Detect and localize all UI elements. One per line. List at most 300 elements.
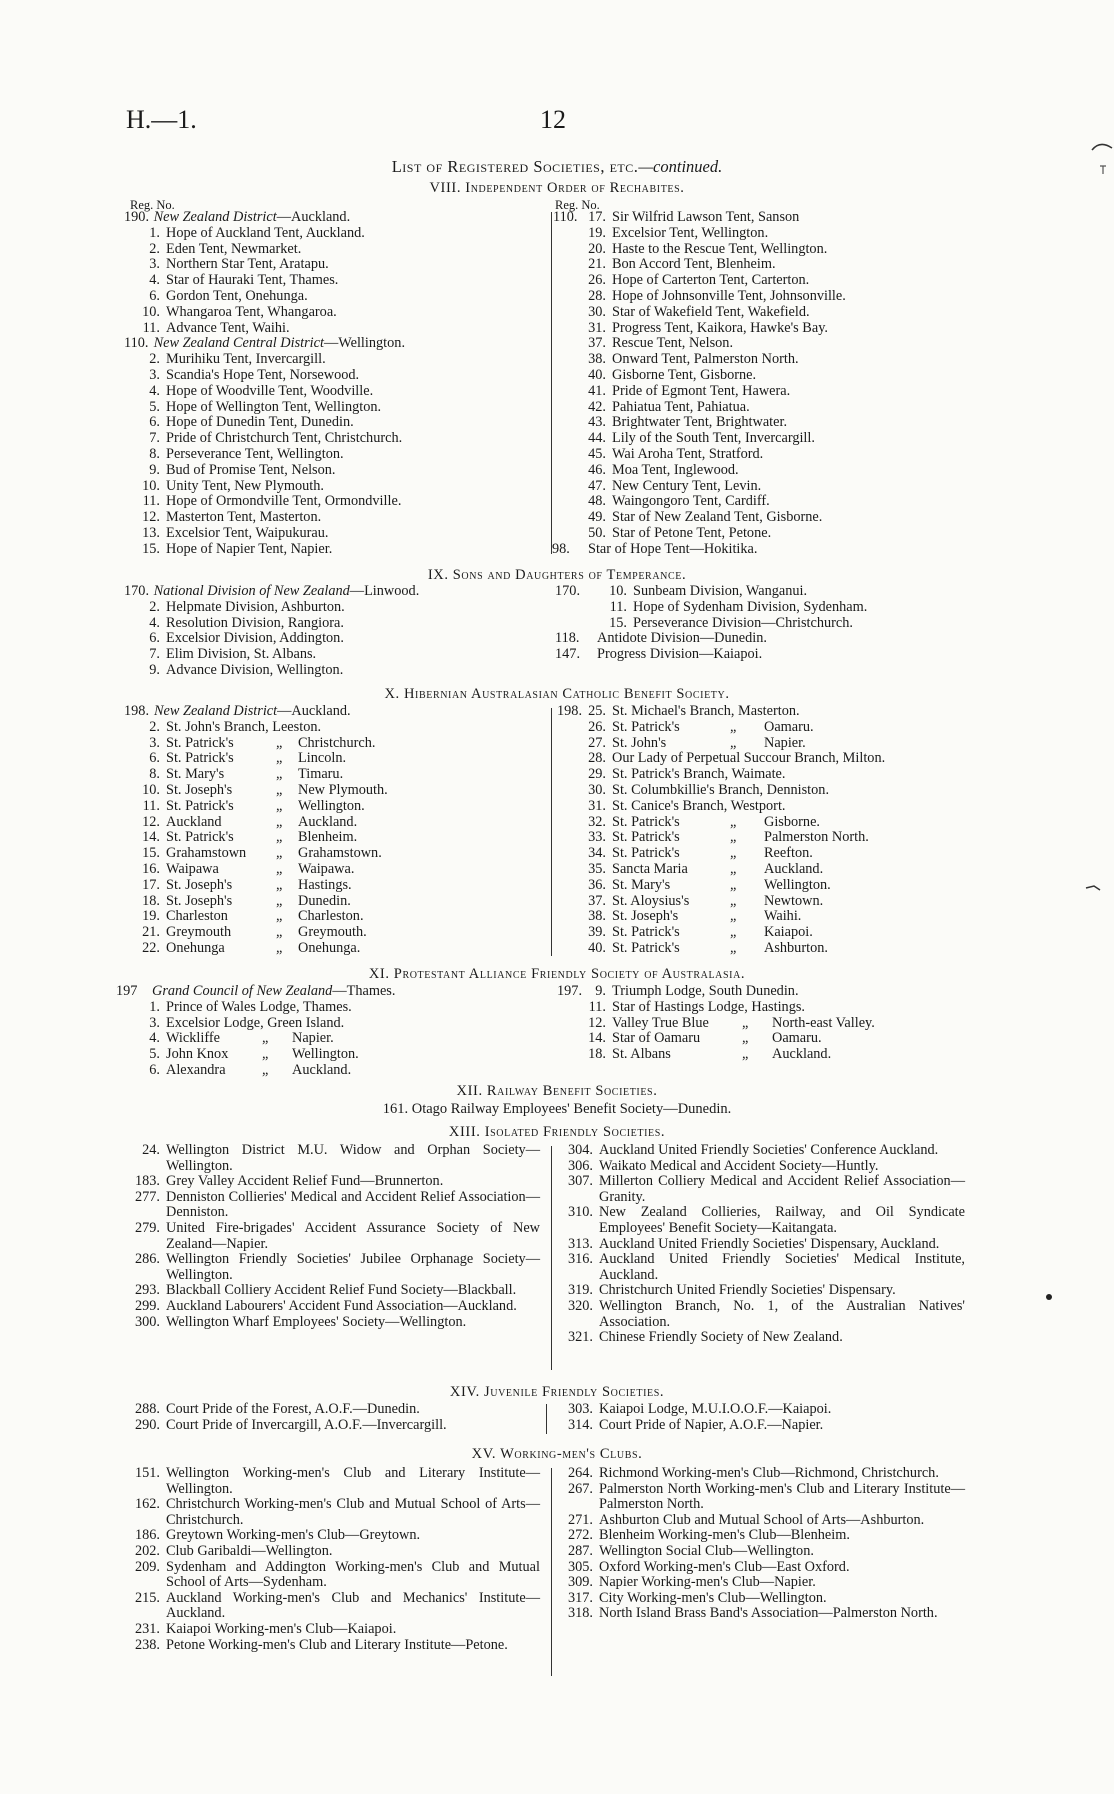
entry-text: Napier Working-men's Club—Napier. bbox=[599, 1574, 816, 1591]
entry-text: Auckland United Friendly Societies' Dispensary, Auckland. bbox=[599, 1235, 940, 1252]
ditto-mark: „ bbox=[276, 781, 283, 798]
list-item bbox=[570, 846, 885, 862]
list-item bbox=[124, 631, 419, 647]
entry-number: 305. bbox=[567, 1558, 593, 1575]
entry-number: 46. bbox=[588, 461, 606, 478]
entry-name: Grahamstown bbox=[166, 845, 247, 862]
list-item bbox=[124, 321, 405, 337]
list-item bbox=[124, 431, 405, 447]
list-item bbox=[570, 783, 885, 799]
entry-name: Greymouth bbox=[166, 924, 232, 941]
entry-name: St. Patrick's bbox=[166, 797, 234, 814]
list-item bbox=[124, 616, 419, 632]
list-item bbox=[552, 542, 846, 558]
entry-name: Prince of Wales Lodge, Thames. bbox=[166, 998, 352, 1015]
list-item bbox=[124, 542, 405, 558]
district-name: Grand Council of New Zealand bbox=[152, 983, 333, 999]
list-item bbox=[570, 941, 885, 957]
list-item bbox=[557, 1330, 965, 1346]
entry-name: Resolution Division, Rangiora. bbox=[166, 614, 344, 631]
entry-name: Brightwater Tent, Brightwater. bbox=[612, 414, 788, 431]
entry-number: 304. bbox=[567, 1142, 593, 1158]
list-item bbox=[570, 984, 875, 1000]
list-item bbox=[124, 1000, 395, 1016]
entry-place: Dunedin. bbox=[298, 892, 351, 909]
entry-number: 30. bbox=[588, 303, 606, 320]
entry-number: 26. bbox=[588, 272, 606, 289]
entry-number: 202. bbox=[134, 1542, 160, 1559]
entry-number: 313. bbox=[567, 1235, 593, 1252]
entry-name: Masterton Tent, Masterton. bbox=[166, 509, 322, 526]
entry-number: 1. bbox=[149, 224, 160, 241]
list-item bbox=[124, 1252, 540, 1283]
list-item bbox=[557, 1560, 965, 1576]
list-item bbox=[557, 1299, 965, 1330]
entry-text: Christchurch United Friendly Societies' Dispensary. bbox=[599, 1282, 896, 1299]
entry-name: Perseverance Tent, Wellington. bbox=[166, 445, 344, 462]
entry-number: 183. bbox=[134, 1173, 160, 1190]
section-xiii-right-list bbox=[557, 1143, 965, 1346]
entry-name: Valley True Blue bbox=[612, 1014, 709, 1031]
entry-text: Greytown Working-men's Club—Greytown. bbox=[166, 1527, 421, 1544]
entry-place: Grahamstown. bbox=[298, 845, 382, 862]
list-item bbox=[570, 257, 846, 273]
section-x-right-list bbox=[570, 704, 885, 957]
entry-name: St. Joseph's bbox=[612, 908, 679, 925]
entry-number: 31. bbox=[588, 319, 606, 336]
entry-number: 4. bbox=[149, 614, 160, 631]
entry-number: 10. bbox=[142, 303, 160, 320]
list-item bbox=[124, 1174, 540, 1190]
list-item bbox=[124, 352, 405, 368]
entry-text: City Working-men's Club—Wellington. bbox=[599, 1589, 827, 1606]
list-item bbox=[570, 736, 885, 752]
district-place: —Auckland. bbox=[277, 703, 351, 719]
list-item bbox=[570, 321, 846, 337]
list-item bbox=[124, 305, 405, 321]
entry-number: 231. bbox=[134, 1620, 160, 1637]
entry-place: Wellington. bbox=[764, 876, 831, 893]
list-item bbox=[124, 799, 388, 815]
entry-number: 271. bbox=[567, 1511, 593, 1528]
entry-name: Star of Hope Tent—Hokitika. bbox=[588, 540, 758, 557]
entry-name: Our Lady of Perpetual Succour Branch, Milton. bbox=[612, 750, 886, 767]
list-item bbox=[124, 210, 405, 226]
entry-place: Kaiapoi. bbox=[764, 924, 813, 941]
entry-number: 299. bbox=[134, 1297, 160, 1314]
entry-name: Pride of Egmont Tent, Hawera. bbox=[612, 382, 791, 399]
entry-text: Sydenham and Addington Working-men's Club and Mutual School of Arts—Sydenham. bbox=[166, 1558, 540, 1591]
entry-text: Blackball Colliery Accident Relief Fund Society—Blackball. bbox=[166, 1282, 517, 1299]
ditto-mark: „ bbox=[742, 1030, 749, 1047]
entry-number: 11. bbox=[142, 493, 160, 510]
entry-name: Advance Division, Wellington. bbox=[166, 661, 344, 678]
column-divider bbox=[551, 212, 552, 554]
entry-number: 2. bbox=[149, 240, 160, 257]
entry-number: 303. bbox=[567, 1401, 593, 1417]
list-item bbox=[124, 494, 405, 510]
list-item bbox=[555, 647, 867, 663]
entry-name: Auckland bbox=[166, 813, 222, 830]
list-item bbox=[124, 1221, 540, 1252]
page-title bbox=[0, 157, 1114, 177]
list-item bbox=[557, 1575, 965, 1591]
ditto-mark: „ bbox=[276, 797, 283, 814]
list-item bbox=[124, 447, 405, 463]
entry-number: 11. bbox=[609, 598, 627, 615]
list-item bbox=[124, 767, 388, 783]
reg-number: 170. bbox=[124, 583, 150, 599]
list-item bbox=[557, 1143, 965, 1159]
list-item bbox=[124, 783, 388, 799]
entry-text: Chinese Friendly Society of New Zealand. bbox=[599, 1329, 843, 1346]
entry-number: 36. bbox=[588, 876, 606, 893]
entry-number: 38. bbox=[588, 351, 606, 368]
entry-number: 12. bbox=[588, 1014, 606, 1031]
ditto-mark: „ bbox=[730, 734, 737, 751]
entry-place: Hastings. bbox=[298, 876, 352, 893]
entry-number: 290. bbox=[134, 1416, 160, 1433]
section-xii-entry: 161. Otago Railway Employees' Benefit Society—Dunedin. bbox=[382, 1101, 732, 1117]
list-item bbox=[124, 846, 388, 862]
entry-number: 18. bbox=[588, 1046, 606, 1063]
entry-number: 19. bbox=[588, 224, 606, 241]
list-item bbox=[570, 909, 885, 925]
ditto-mark: „ bbox=[730, 845, 737, 862]
section-xi-left-list bbox=[116, 983, 396, 1079]
entry-number: 6. bbox=[149, 414, 160, 431]
entry-number: 15. bbox=[142, 540, 160, 557]
list-item bbox=[570, 305, 846, 321]
ditto-mark: „ bbox=[730, 908, 737, 925]
entry-number: 37. bbox=[588, 335, 606, 352]
list-item bbox=[124, 1560, 540, 1591]
entry-text: Grey Valley Accident Relief Fund—Brunnerton. bbox=[166, 1173, 444, 1190]
list-item bbox=[557, 1513, 965, 1529]
entry-name: Hope of Napier Tent, Napier. bbox=[166, 540, 333, 557]
entry-number: 11. bbox=[142, 319, 160, 336]
entry-name: Excelsior Tent, Waipukurau. bbox=[166, 524, 329, 541]
district-name: National Division of New Zealand bbox=[153, 583, 350, 599]
list-item bbox=[124, 925, 388, 941]
entry-name: Sir Wilfrid Lawson Tent, Sanson bbox=[612, 209, 800, 225]
list-item bbox=[557, 1466, 965, 1482]
list-item bbox=[124, 526, 405, 542]
entry-number: 41. bbox=[588, 382, 606, 399]
section-xiii-heading: XIII. Isolated Friendly Societies. bbox=[448, 1124, 666, 1140]
list-item bbox=[124, 510, 405, 526]
title-continued: —continued. bbox=[638, 157, 723, 176]
entry-name: Triumph Lodge, South Dunedin. bbox=[612, 983, 799, 999]
list-item bbox=[124, 862, 388, 878]
section-x-right-reg: 198. bbox=[557, 703, 583, 719]
entry-number: 40. bbox=[588, 939, 606, 956]
list-item bbox=[555, 584, 867, 600]
entry-number: 11. bbox=[142, 797, 160, 814]
list-item bbox=[124, 1143, 540, 1174]
entry-number: 47. bbox=[588, 477, 606, 494]
list-item bbox=[570, 704, 885, 720]
entry-number: 34. bbox=[588, 845, 606, 862]
reg-number: 197 bbox=[116, 983, 138, 999]
entry-text: Wellington Branch, No. 1, of the Australian Natives' Association. bbox=[599, 1297, 965, 1330]
list-item bbox=[557, 1283, 965, 1299]
list-item bbox=[557, 1159, 965, 1175]
list-item bbox=[570, 862, 885, 878]
entry-name: St. Canice's Branch, Westport. bbox=[612, 797, 786, 814]
entry-number: 5. bbox=[149, 398, 160, 415]
district-name: New Zealand Central District bbox=[153, 335, 324, 352]
entry-text: Wellington Social Club—Wellington. bbox=[599, 1542, 814, 1559]
entry-number: 24. bbox=[142, 1142, 160, 1158]
entry-text: Oxford Working-men's Club—East Oxford. bbox=[599, 1558, 850, 1575]
list-item bbox=[124, 720, 388, 736]
list-item bbox=[570, 336, 846, 352]
entry-number: 321. bbox=[567, 1329, 593, 1346]
entry-text: Auckland Working-men's Club and Mechanics' Institute—Auckland. bbox=[166, 1589, 540, 1622]
entry-number: 6. bbox=[149, 1061, 160, 1078]
entry-name: Sancta Maria bbox=[612, 860, 688, 877]
entry-number: 267. bbox=[567, 1480, 593, 1497]
entry-number: 2. bbox=[149, 718, 160, 735]
section-ix-heading: IX. Sons and Daughters of Temperance. bbox=[427, 567, 687, 583]
list-item bbox=[124, 941, 388, 957]
entry-place: Reefton. bbox=[764, 845, 813, 862]
entry-text: Ashburton Club and Mutual School of Arts—Ashburton. bbox=[599, 1511, 925, 1528]
reg-number: 198. bbox=[124, 703, 150, 719]
entry-name: Star of Wakefield Tent, Wakefield. bbox=[612, 303, 810, 320]
entry-text: Waikato Medical and Accident Society—Huntly. bbox=[599, 1157, 879, 1174]
entry-number: 38. bbox=[588, 908, 606, 925]
list-item bbox=[124, 815, 388, 831]
entry-name: Scandia's Hope Tent, Norsewood. bbox=[166, 366, 360, 383]
reg-number: 170. bbox=[555, 583, 581, 599]
entry-text: Court Pride of Invercargill, A.O.F.—Invercargill. bbox=[166, 1416, 447, 1433]
entry-number: 6. bbox=[149, 750, 160, 767]
reg-number: 110. bbox=[124, 335, 149, 352]
list-item bbox=[124, 1016, 395, 1032]
district-place: —Thames. bbox=[332, 983, 396, 999]
ditto-mark: „ bbox=[730, 939, 737, 956]
list-item bbox=[570, 925, 885, 941]
list-item bbox=[124, 368, 405, 384]
entry-text: Court Pride of Napier, A.O.F.—Napier. bbox=[599, 1416, 824, 1433]
entry-name: John Knox bbox=[166, 1046, 229, 1063]
entry-number: 277. bbox=[134, 1188, 160, 1205]
entry-name: St. Patrick's Branch, Waimate. bbox=[612, 766, 786, 783]
entry-number: 42. bbox=[588, 398, 606, 415]
reg-no-label-right: Reg. No. bbox=[555, 198, 600, 212]
entry-name: St. Patrick's bbox=[612, 813, 680, 830]
entry-name: Whangaroa Tent, Whangaroa. bbox=[166, 303, 337, 320]
entry-number: 17. bbox=[588, 209, 606, 225]
list-item bbox=[557, 1418, 965, 1434]
entry-place: Waipawa. bbox=[298, 860, 355, 877]
entry-place: Blenheim. bbox=[298, 829, 358, 846]
entry-name: St. John's Branch, Leeston. bbox=[166, 718, 322, 735]
entry-number: 2. bbox=[149, 598, 160, 615]
district-place: —Linwood. bbox=[349, 583, 420, 599]
district-place: —Auckland. bbox=[276, 209, 351, 225]
column-divider bbox=[551, 1468, 552, 1676]
entry-name: Eden Tent, Newmarket. bbox=[166, 240, 302, 257]
list-item bbox=[124, 1638, 540, 1654]
entry-number: 307. bbox=[567, 1173, 593, 1190]
entry-name: Lily of the South Tent, Invercargill. bbox=[612, 430, 815, 447]
entry-number: 17. bbox=[142, 876, 160, 893]
entry-text: Palmerston North Working-men's Club and Literary Institute—Palmerston North. bbox=[599, 1480, 965, 1513]
entry-place: Gisborne. bbox=[764, 813, 820, 830]
column-divider bbox=[546, 1404, 547, 1434]
entry-number: 45. bbox=[588, 445, 606, 462]
entry-number: 8. bbox=[149, 766, 160, 783]
entry-number: 9. bbox=[595, 983, 606, 999]
entry-name: Antidote Division—Dunedin. bbox=[597, 630, 767, 647]
list-item bbox=[124, 1528, 540, 1544]
list-item bbox=[557, 1606, 965, 1622]
ditto-mark: „ bbox=[730, 718, 737, 735]
entry-number: 16. bbox=[142, 860, 160, 877]
entry-name: Helpmate Division, Ashburton. bbox=[166, 598, 345, 615]
ditto-mark: „ bbox=[276, 845, 283, 862]
entry-text: Court Pride of the Forest, A.O.F.—Dunedin. bbox=[166, 1401, 420, 1417]
entry-name: Charleston bbox=[166, 908, 228, 925]
entry-name: St. Patrick's bbox=[612, 718, 680, 735]
entry-name: Pahiatua Tent, Pahiatua. bbox=[612, 398, 750, 415]
list-item bbox=[557, 1205, 965, 1236]
entry-place: Napier. bbox=[764, 734, 806, 751]
list-item bbox=[557, 1591, 965, 1607]
entry-text: Petone Working-men's Club and Literary Institute—Petone. bbox=[166, 1636, 508, 1653]
ditto-mark: „ bbox=[262, 1046, 269, 1063]
section-viii-left-list bbox=[124, 210, 405, 558]
entry-name: Star of New Zealand Tent, Gisborne. bbox=[612, 509, 823, 526]
list-item bbox=[570, 767, 885, 783]
entry-name: Elim Division, St. Albans. bbox=[166, 646, 317, 663]
entry-text: Auckland Labourers' Accident Fund Association—Auckland. bbox=[166, 1297, 517, 1314]
entry-number: 3. bbox=[149, 256, 160, 273]
entry-number: 1. bbox=[149, 998, 160, 1015]
entry-name: Northern Star Tent, Aratapu. bbox=[166, 256, 329, 273]
entry-name: Gisborne Tent, Gisborne. bbox=[612, 366, 757, 383]
entry-number: 50. bbox=[588, 524, 606, 541]
entry-name: Hope of Dunedin Tent, Dunedin. bbox=[166, 414, 354, 431]
reg-number: 98. bbox=[552, 540, 570, 557]
entry-name: Hope of Carterton Tent, Carterton. bbox=[612, 272, 810, 289]
entry-name: Sunbeam Division, Wanganui. bbox=[633, 583, 808, 599]
margin-mark-icon bbox=[1090, 136, 1114, 186]
list-item bbox=[555, 616, 867, 632]
entry-number: 314. bbox=[567, 1416, 593, 1433]
entry-name: Bon Accord Tent, Blenheim. bbox=[612, 256, 776, 273]
list-item bbox=[124, 1063, 395, 1079]
entry-number: 320. bbox=[567, 1297, 593, 1314]
list-item bbox=[124, 584, 419, 600]
list-item bbox=[124, 751, 388, 767]
ditto-mark: „ bbox=[730, 813, 737, 830]
entry-number: 306. bbox=[567, 1157, 593, 1174]
title-main: List of Registered Societies, etc. bbox=[391, 157, 639, 176]
list-item bbox=[124, 704, 388, 720]
list-item bbox=[124, 1418, 540, 1434]
entry-name: St. Columbkillie's Branch, Denniston. bbox=[612, 781, 830, 798]
section-xv-left-list bbox=[124, 1466, 540, 1653]
section-xiii-left-list bbox=[124, 1143, 540, 1330]
list-item bbox=[570, 830, 885, 846]
entry-number: 309. bbox=[567, 1574, 593, 1591]
entry-place: Auckland. bbox=[298, 813, 358, 830]
entry-number: 8. bbox=[149, 445, 160, 462]
list-item bbox=[124, 1047, 395, 1063]
entry-name: Onward Tent, Palmerston North. bbox=[612, 351, 799, 368]
list-item bbox=[124, 226, 405, 242]
list-item bbox=[124, 663, 419, 679]
entry-name: Hope of Sydenham Division, Sydenham. bbox=[633, 598, 868, 615]
entry-place: Greymouth. bbox=[298, 924, 367, 941]
entry-text: Auckland United Friendly Societies' Medical Institute, Auckland. bbox=[599, 1251, 965, 1283]
section-ix-right-list bbox=[555, 584, 867, 663]
entry-text: Wellington Working-men's Club and Literary Institute—Wellington. bbox=[166, 1465, 540, 1497]
entry-text: Auckland United Friendly Societies' Conference Auckland. bbox=[599, 1142, 939, 1158]
entry-name: Excelsior Division, Addington. bbox=[166, 630, 344, 647]
entry-place: Wellington. bbox=[292, 1046, 359, 1063]
entry-name: Wai Aroha Tent, Stratford. bbox=[612, 445, 764, 462]
entry-number: 43. bbox=[588, 414, 606, 431]
list-item bbox=[555, 631, 867, 647]
entry-text: Wellington Wharf Employees' Society—Wellington. bbox=[166, 1313, 467, 1330]
section-viii-heading: VIII. Independent Order of Rechabites. bbox=[429, 180, 685, 196]
entry-name: Star of Hauraki Tent, Thames. bbox=[166, 272, 339, 289]
list-item bbox=[570, 352, 846, 368]
entry-name: St. Patrick's bbox=[166, 734, 234, 751]
entry-number: 316. bbox=[567, 1251, 593, 1268]
entry-number: 21. bbox=[588, 256, 606, 273]
entry-name: St. Albans bbox=[612, 1046, 671, 1063]
entry-place: Oamaru. bbox=[764, 718, 814, 735]
entry-number: 6. bbox=[149, 630, 160, 647]
entry-number: 22. bbox=[142, 939, 160, 956]
list-item bbox=[124, 257, 405, 273]
entry-place: Palmerston North. bbox=[764, 829, 869, 846]
section-xii-heading: XII. Railway Benefit Societies. bbox=[456, 1083, 658, 1099]
ditto-mark: „ bbox=[730, 876, 737, 893]
list-item bbox=[124, 1190, 540, 1221]
entry-text: Wellington District M.U. Widow and Orphan Society—Wellington. bbox=[166, 1142, 540, 1174]
entry-place: Onehunga. bbox=[298, 939, 361, 956]
entry-text: Millerton Colliery Medical and Accident Relief Association—Granity. bbox=[599, 1173, 965, 1205]
entry-name: Gordon Tent, Onehunga. bbox=[166, 287, 308, 304]
list-item bbox=[570, 878, 885, 894]
list-item bbox=[570, 815, 885, 831]
entry-number: 30. bbox=[588, 781, 606, 798]
entry-place: Wellington. bbox=[298, 797, 365, 814]
entry-number: 318. bbox=[567, 1605, 593, 1622]
entry-number: 10. bbox=[609, 583, 627, 599]
list-item bbox=[124, 1402, 540, 1418]
section-x-left-list bbox=[124, 704, 388, 957]
margin-dot-icon bbox=[1044, 1292, 1054, 1302]
entry-number: 29. bbox=[588, 766, 606, 783]
entry-name: Progress Division—Kaiapoi. bbox=[597, 646, 763, 663]
ditto-mark: „ bbox=[276, 908, 283, 925]
list-item bbox=[557, 1174, 965, 1205]
entry-number: 28. bbox=[588, 750, 606, 767]
entry-name: Star of Oamaru bbox=[612, 1030, 701, 1047]
entry-number: 319. bbox=[567, 1282, 593, 1299]
list-item bbox=[124, 242, 405, 258]
entry-text: Denniston Collieries' Medical and Accident Relief Association—Denniston. bbox=[166, 1188, 540, 1221]
list-item bbox=[124, 415, 405, 431]
